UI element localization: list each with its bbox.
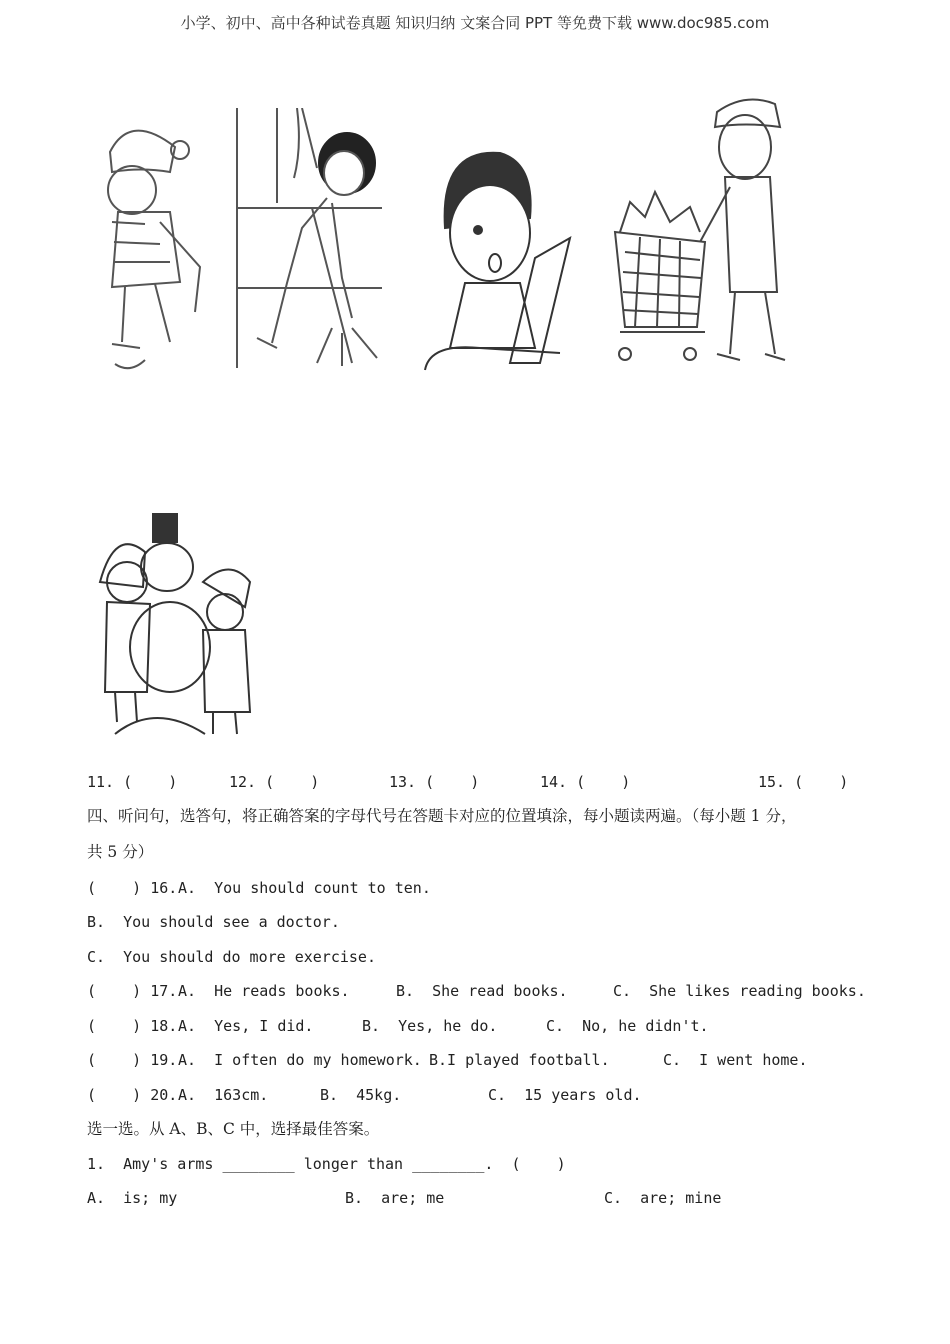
page-header: 小学、初中、高中各种试卷真题 知识归纳 文案合同 PPT 等免费下载 www.doc985.com bbox=[180, 14, 770, 32]
q17-option-c: C. She likes reading books. bbox=[613, 982, 866, 1000]
section4-instruction-line1: 四、听问句，选答句，将正确答案的字母代号在答题卡对应的位置填涂，每小题读两遍。（每小题 1 分， bbox=[87, 807, 797, 825]
section5-title: 选一选。从 A、B、C 中，选择最佳答案。 bbox=[87, 1120, 380, 1138]
q20-option-b: B. 45kg. bbox=[320, 1086, 402, 1104]
q16-prefix: ( ) 16. bbox=[87, 879, 178, 897]
q17-option-b: B. She read books. bbox=[396, 982, 568, 1000]
picture-sweeping-boy bbox=[232, 108, 392, 373]
answer-blank-15: 15. ( ) bbox=[758, 773, 849, 791]
q18-prefix: ( ) 18. bbox=[87, 1017, 178, 1035]
q1-option-a: A. is; my bbox=[87, 1189, 178, 1207]
q18-option-c: C. No, he didn't. bbox=[546, 1017, 709, 1035]
answer-blank-11: 11. ( ) bbox=[87, 773, 178, 791]
picture-snowman-children bbox=[95, 512, 260, 737]
q16-option-c: C. You should do more exercise. bbox=[87, 948, 376, 966]
answer-blank-14: 14. ( ) bbox=[540, 773, 631, 791]
q17-option-a: A. He reads books. bbox=[178, 982, 350, 1000]
q1-option-b: B. are; me bbox=[345, 1189, 445, 1207]
q1-option-c: C. are; mine bbox=[604, 1189, 722, 1207]
q19-option-b: B.I played football. bbox=[429, 1051, 610, 1069]
q18-option-a: A. Yes, I did. bbox=[178, 1017, 314, 1035]
picture-reading-boy bbox=[420, 148, 580, 373]
q19-option-a: A. I often do my homework. bbox=[178, 1051, 422, 1069]
q20-prefix: ( ) 20. bbox=[87, 1086, 178, 1104]
q16-option-a: A. You should count to ten. bbox=[178, 879, 431, 897]
q1-stem: 1. Amy's arms ________ longer than ________. ( ) bbox=[87, 1155, 566, 1173]
q20-option-a: A. 163cm. bbox=[178, 1086, 269, 1104]
answer-blank-12: 12. ( ) bbox=[229, 773, 320, 791]
answer-blank-13: 13. ( ) bbox=[389, 773, 480, 791]
picture-shopping-cart-man bbox=[605, 92, 790, 372]
q16-option-b: B. You should see a doctor. bbox=[87, 913, 340, 931]
section4-instruction-line2: 共 5 分） bbox=[87, 843, 154, 861]
q19-option-c: C. I went home. bbox=[663, 1051, 808, 1069]
q19-prefix: ( ) 19. bbox=[87, 1051, 178, 1069]
q18-option-b: B. Yes, he do. bbox=[362, 1017, 498, 1035]
q17-prefix: ( ) 17. bbox=[87, 982, 178, 1000]
q20-option-c: C. 15 years old. bbox=[488, 1086, 642, 1104]
picture-skating-child bbox=[100, 112, 210, 377]
